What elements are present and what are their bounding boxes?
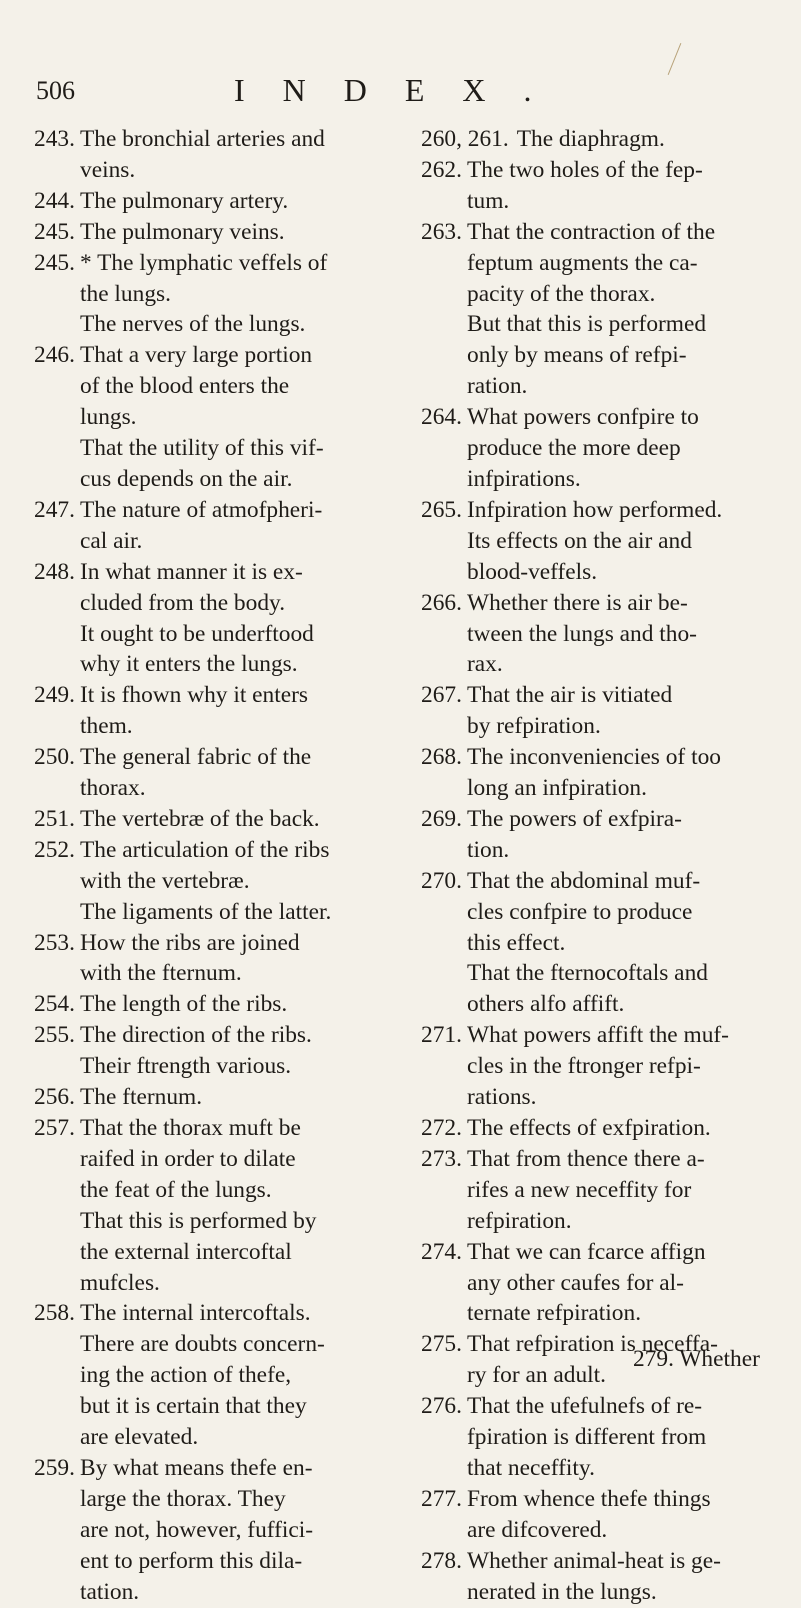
index-entry-line <box>421 1020 771 1051</box>
index-entry-line <box>34 495 388 526</box>
entry-text: The nature of atmofpheri- <box>80 496 323 523</box>
entry-number: 277. <box>421 1485 462 1512</box>
entry-number: 278. <box>421 1547 462 1574</box>
index-entry-line <box>421 928 771 959</box>
index-entry-line <box>34 340 388 371</box>
index-entry-line <box>421 1206 771 1237</box>
index-entry-line <box>34 711 388 742</box>
page-number: 506 <box>36 76 75 105</box>
entry-text: with the fternum. <box>80 960 242 987</box>
index-entry-line <box>34 526 388 557</box>
index-entry-line <box>421 1144 771 1175</box>
entry-text: * The lymphatic veffels of <box>80 249 328 276</box>
entry-text: By what means thefe en- <box>80 1454 313 1481</box>
entry-text: ry for an adult. <box>467 1362 606 1389</box>
entry-text: mufcles. <box>80 1269 160 1296</box>
entry-text: In what manner it is ex- <box>80 558 303 585</box>
index-entry-line <box>421 1484 771 1515</box>
index-entry-line <box>421 1082 771 1113</box>
index-entry-line <box>421 1298 771 1329</box>
index-entry-line <box>34 958 388 989</box>
index-entry-line <box>421 742 771 773</box>
entry-text: thorax. <box>80 775 146 802</box>
entry-text: cles in the ftronger refpi- <box>467 1053 701 1080</box>
entry-number: 250. <box>34 744 75 771</box>
entry-text: The direction of the ribs. <box>80 1022 312 1049</box>
entry-text: are not, however, fuffici- <box>80 1516 314 1543</box>
index-entry-line <box>421 248 771 279</box>
index-entry-line <box>34 619 388 650</box>
entry-text: It ought to be underftood <box>80 620 314 647</box>
index-entry-line <box>421 866 771 897</box>
index-entry-line <box>34 557 388 588</box>
index-entry-line <box>34 1237 388 1268</box>
index-entry-line <box>34 866 388 897</box>
entry-text: ing the action of thefe, <box>80 1362 292 1389</box>
index-entry-line <box>421 1051 771 1082</box>
entry-text: infpirations. <box>467 465 581 492</box>
entry-text: fpiration is different from <box>467 1424 707 1451</box>
entry-text: The diaphragm. <box>516 126 665 152</box>
index-entry-line <box>34 1546 388 1577</box>
index-entry-line <box>421 309 771 340</box>
index-entry-line <box>421 619 771 650</box>
entry-text: The bronchial arteries and <box>80 126 325 152</box>
index-entry-line <box>421 588 771 619</box>
index-entry-line <box>421 1515 771 1546</box>
entry-text: That the abdominal muf- <box>467 867 701 894</box>
index-entry-line <box>34 1484 388 1515</box>
entry-number: 245. <box>34 249 75 276</box>
index-entry-line <box>421 340 771 371</box>
entry-text: The pulmonary artery. <box>80 187 289 214</box>
entry-number: 256. <box>34 1084 75 1111</box>
entry-text: The general fabric of the <box>80 744 312 771</box>
entry-text: The two holes of the fep- <box>467 156 703 183</box>
entry-text: That a very large portion <box>80 342 313 369</box>
entry-text: That the fternocoftals and <box>467 960 708 987</box>
index-entry-line <box>421 649 771 680</box>
entry-number: 266. <box>421 589 462 616</box>
entry-text: But that this is performed <box>467 311 707 338</box>
index-entry-line <box>421 279 771 310</box>
entry-text: The effects of exfpiration. <box>467 1115 711 1141</box>
entry-number: 251. <box>34 805 75 832</box>
entry-text: large the thorax. They <box>80 1485 286 1512</box>
entry-text: refpiration. <box>467 1207 572 1234</box>
index-entry-line <box>421 1175 771 1206</box>
index-entry-line <box>421 464 771 495</box>
entry-text: produce the more deep <box>467 435 681 462</box>
entry-number: 262. <box>421 156 462 183</box>
entry-text: How the ribs are joined <box>80 929 300 956</box>
index-entry-line <box>421 371 771 402</box>
entry-number: 271. <box>421 1022 462 1049</box>
entry-text: the lungs. <box>80 280 171 307</box>
index-entry-line <box>34 897 388 928</box>
entry-text: What powers affift the muf- <box>467 1022 729 1049</box>
index-entry-line <box>34 1113 388 1144</box>
index-entry-line <box>34 1391 388 1422</box>
entry-text: Their ftrength various. <box>80 1053 292 1080</box>
entry-text: That the ufefulnefs of re- <box>467 1393 703 1420</box>
entry-text: That the contraction of the <box>467 218 716 245</box>
index-entry-line <box>34 217 388 248</box>
entry-text: cus depends on the air. <box>80 465 293 492</box>
index-entry-line <box>34 680 388 711</box>
entry-text: by refpiration. <box>467 713 601 740</box>
index-entry-line <box>34 1268 388 1299</box>
index-entry-line <box>34 248 388 279</box>
entry-text: The powers of exfpira- <box>467 805 682 832</box>
index-entry-line <box>421 1577 771 1608</box>
entry-text: blood-veffels. <box>467 558 598 585</box>
entry-text: The pulmonary veins. <box>80 218 285 245</box>
entry-text: feptum augments the ca- <box>467 249 698 276</box>
entry-text: The fternum. <box>80 1084 203 1111</box>
index-entry-line <box>34 124 388 155</box>
index-entry-line <box>34 1329 388 1360</box>
entry-text: That this is performed by <box>80 1207 317 1234</box>
entry-number: 247. <box>34 496 75 523</box>
entry-number: 272. <box>421 1115 462 1141</box>
entry-number: 267. <box>421 682 462 709</box>
index-entry-line <box>421 557 771 588</box>
index-entry-line <box>421 1391 771 1422</box>
index-entry-line <box>34 186 388 217</box>
entry-text: The inconveniencies of too <box>467 744 721 771</box>
entry-text: rifes a new neceffity for <box>467 1176 692 1203</box>
index-entry-line <box>34 1298 388 1329</box>
index-entry-line <box>421 402 771 433</box>
entry-text: What powers confpire to <box>467 404 699 431</box>
index-entry-line <box>34 1051 388 1082</box>
entry-text: others alfo affift. <box>467 991 625 1018</box>
entry-number: 249. <box>34 682 75 709</box>
entry-text: From whence thefe things <box>467 1485 711 1512</box>
entry-text: any other caufes for al- <box>467 1269 684 1296</box>
entry-number: 273. <box>421 1145 462 1172</box>
catchword: 279. Whether <box>633 1346 760 1372</box>
entry-number: 246. <box>34 342 75 369</box>
index-entry-line <box>34 433 388 464</box>
entry-text: That the utility of this vif- <box>80 435 324 462</box>
entry-text: cal air. <box>80 527 143 554</box>
entry-number: 258. <box>34 1300 75 1327</box>
entry-text: That the air is vitiated <box>467 682 673 709</box>
index-entry-line <box>34 588 388 619</box>
entry-text: That from thence there a- <box>467 1145 705 1172</box>
entry-number: 270. <box>421 867 462 894</box>
index-entry-line <box>421 773 771 804</box>
index-entry-line <box>34 1144 388 1175</box>
index-entry-line <box>421 1237 771 1268</box>
entry-text: There are doubts concern- <box>80 1331 325 1358</box>
index-entry-line <box>421 124 771 155</box>
index-entry-line <box>34 1577 388 1608</box>
entry-number: 275. <box>421 1331 462 1358</box>
paper-mark <box>668 43 682 75</box>
entry-number: 243. <box>34 126 75 152</box>
entry-text: tum. <box>467 187 510 214</box>
index-entry-line <box>421 958 771 989</box>
entry-text: rations. <box>467 1084 537 1111</box>
entry-text: Whether there is air be- <box>467 589 688 616</box>
index-entry-line <box>421 804 771 835</box>
entry-number: 253. <box>34 929 75 956</box>
entry-number: 269. <box>421 805 462 832</box>
index-entry-line <box>34 1175 388 1206</box>
entry-text: That refpiration is neceffa- <box>467 1331 718 1358</box>
entry-text: that neceffity. <box>467 1454 595 1481</box>
entry-text: The internal intercoftals. <box>80 1300 311 1327</box>
entry-text: That the thorax muft be <box>80 1115 301 1141</box>
index-entry-line <box>421 680 771 711</box>
index-entry-line <box>34 1422 388 1453</box>
entry-text: The ligaments of the latter. <box>80 898 332 925</box>
entry-text: this effect. <box>467 929 566 956</box>
entry-text: lungs. <box>80 404 137 431</box>
index-entry-line <box>34 804 388 835</box>
entry-number: 254. <box>34 991 75 1018</box>
entry-text: of the blood enters the <box>80 373 290 400</box>
entry-number: 265. <box>421 496 462 523</box>
entry-text: only by means of refpi- <box>467 342 687 369</box>
index-entry-line <box>421 711 771 742</box>
index-entry-line <box>34 773 388 804</box>
index-entry-line <box>421 1113 771 1144</box>
index-entry-line <box>34 371 388 402</box>
index-entry-line <box>421 1453 771 1484</box>
running-title: INDEX. <box>234 72 570 108</box>
entry-number: 245. <box>34 218 75 245</box>
entry-text: ternate refpiration. <box>467 1300 642 1327</box>
entry-number: 244. <box>34 187 75 214</box>
left-column <box>34 124 388 1608</box>
index-entry-line <box>421 217 771 248</box>
entry-text: with the vertebræ. <box>80 867 250 894</box>
index-entry-line <box>421 989 771 1020</box>
entry-text: It is fhown why it enters <box>80 682 309 709</box>
entry-text: ent to perform this dila- <box>80 1547 303 1574</box>
entry-text: tation. <box>80 1578 140 1605</box>
index-entry-line <box>34 742 388 773</box>
index-entry-line <box>34 279 388 310</box>
index-entry-line <box>34 1020 388 1051</box>
index-entry-line <box>34 309 388 340</box>
entry-text: but it is certain that they <box>80 1393 307 1420</box>
entry-text: them. <box>80 713 133 740</box>
entry-number: 263. <box>421 218 462 245</box>
index-entry-line <box>421 433 771 464</box>
index-entry-line <box>34 1453 388 1484</box>
entry-text: That we can fcarce affign <box>467 1238 706 1265</box>
entry-text: cles confpire to produce <box>467 898 693 925</box>
page-header <box>36 72 776 116</box>
index-entry-line <box>421 835 771 866</box>
entry-text: nerated in the lungs. <box>467 1578 657 1605</box>
index-entry-line <box>34 1082 388 1113</box>
entry-text: are difcovered. <box>467 1516 608 1543</box>
entry-number: 260, 261. <box>421 126 509 152</box>
entry-number: 274. <box>421 1238 462 1265</box>
index-entry-line <box>421 897 771 928</box>
entry-text: why it enters the lungs. <box>80 651 298 678</box>
entry-text: The vertebræ of the back. <box>80 805 320 832</box>
entry-number: 257. <box>34 1115 75 1141</box>
index-entry-line <box>421 526 771 557</box>
entry-text: cluded from the body. <box>80 589 286 616</box>
entry-number: 259. <box>34 1454 75 1481</box>
entry-text: ration. <box>467 373 528 400</box>
entry-number: 255. <box>34 1022 75 1049</box>
index-entry-line <box>34 464 388 495</box>
entry-text: pacity of the thorax. <box>467 280 656 307</box>
index-entry-line <box>421 1268 771 1299</box>
index-entry-line <box>34 1360 388 1391</box>
entry-number: 252. <box>34 836 75 863</box>
entry-text: Its effects on the air and <box>467 527 692 554</box>
entry-text: The articulation of the ribs <box>80 836 330 863</box>
entry-text: The nerves of the lungs. <box>80 311 306 338</box>
index-entry-line <box>421 1546 771 1577</box>
index-entry-line <box>34 1515 388 1546</box>
index-entry-line <box>34 402 388 433</box>
index-entry-line <box>421 186 771 217</box>
index-entry-line <box>34 835 388 866</box>
entry-number: 264. <box>421 404 462 431</box>
index-entry-line <box>421 1422 771 1453</box>
index-entry-line <box>421 155 771 186</box>
entry-text: the feat of the lungs. <box>80 1176 272 1203</box>
index-entry-line <box>421 495 771 526</box>
entry-text: long an infpiration. <box>467 775 647 802</box>
entry-number: 268. <box>421 744 462 771</box>
entry-text: tion. <box>467 836 510 863</box>
entry-text: Infpiration how performed. <box>467 496 723 523</box>
index-entry-line <box>34 928 388 959</box>
entry-text: are elevated. <box>80 1424 199 1451</box>
entry-text: Whether animal-heat is ge- <box>467 1547 721 1574</box>
entry-text: tween the lungs and tho- <box>467 620 697 647</box>
index-entry-line <box>34 155 388 186</box>
entry-number: 276. <box>421 1393 462 1420</box>
right-column <box>421 124 771 1608</box>
index-entry-line <box>34 649 388 680</box>
index-entry-line <box>34 1206 388 1237</box>
entry-text: veins. <box>80 156 136 183</box>
entry-number: 248. <box>34 558 75 585</box>
entry-text: rax. <box>467 651 503 678</box>
entry-text: The length of the ribs. <box>80 991 288 1018</box>
index-entry-line <box>34 989 388 1020</box>
entry-text: raifed in order to dilate <box>80 1145 296 1172</box>
entry-text: the external intercoftal <box>80 1238 292 1265</box>
